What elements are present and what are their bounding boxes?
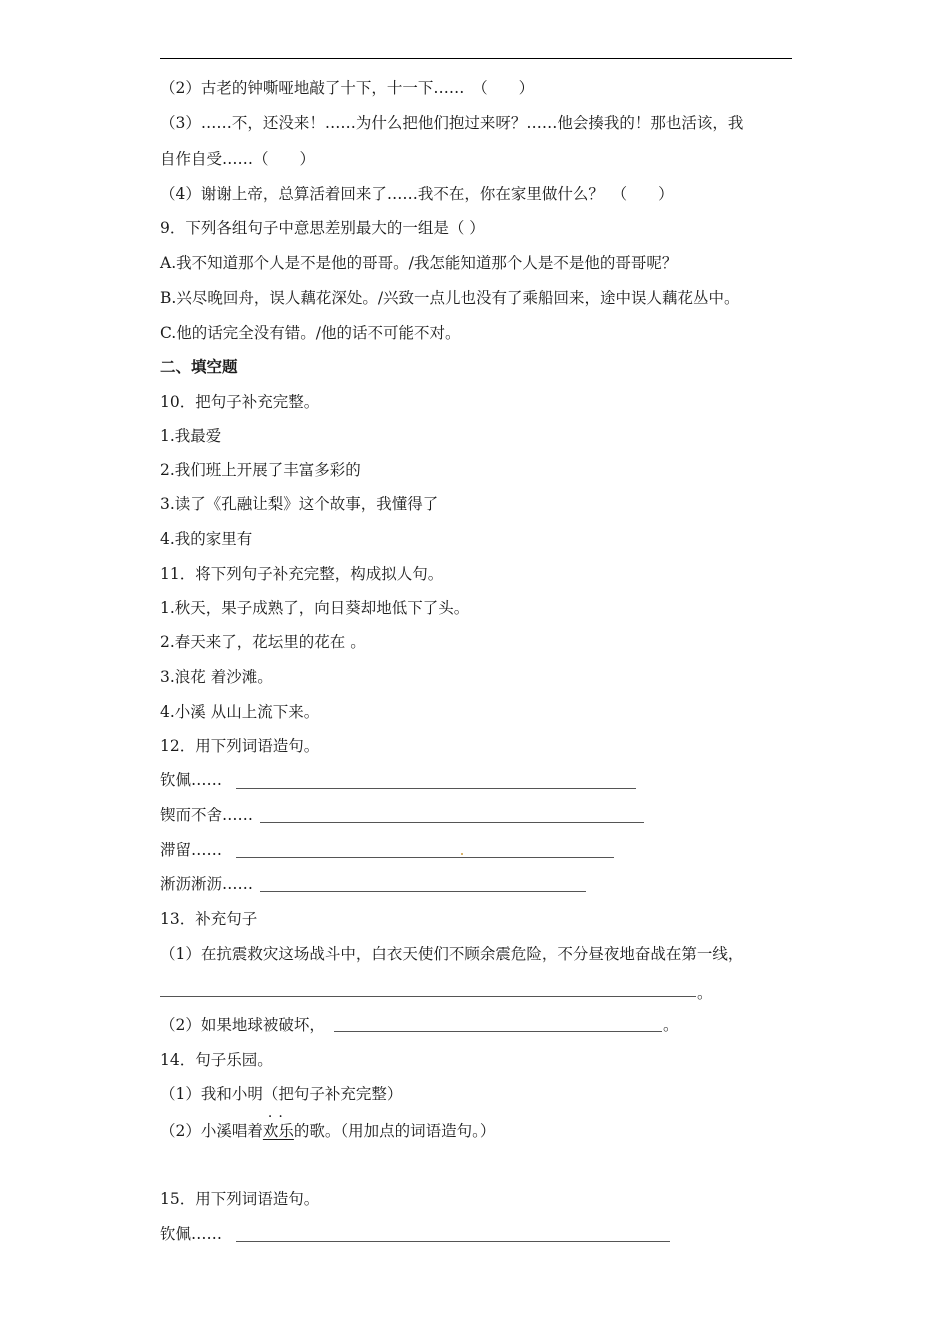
scan-speck xyxy=(461,853,463,855)
q13-item-1: （1）在抗震救灾这场战斗中，白衣天使们不顾余震危险，不分昼夜地奋战在第一线， xyxy=(160,945,744,963)
answer-line[interactable] xyxy=(236,788,636,789)
answer-line[interactable] xyxy=(236,857,614,858)
q14-item-2-suffix: 的歌。（用加点的词语造句。） xyxy=(293,1122,496,1140)
q8-item-3: （3）……不，还没来！……为什么把他们抱过来呀？……他会揍我的！那也活该，我 xyxy=(160,114,744,132)
q10-item-2: 2.我们班上开展了丰富多彩的 xyxy=(160,461,361,479)
q8-item-3-cont: 自作自受……（ ） xyxy=(160,150,316,168)
q13-item-1-end: 。 xyxy=(697,984,713,1002)
q10-item-1: 1.我最爱 xyxy=(160,427,222,445)
q10-title: 10．把句子补充完整。 xyxy=(160,393,320,411)
q10-item-3: 3.读了《孔融让梨》这个故事，我懂得了 xyxy=(160,495,439,513)
q10-item-4: 4.我的家里有 xyxy=(160,530,253,548)
answer-line[interactable] xyxy=(334,1031,662,1032)
dotted-word xyxy=(262,1109,294,1141)
q9-option-a: A.我不知道那个人是不是他的哥哥。/我怎能知道那个人是不是他的哥哥呢？ xyxy=(160,254,678,272)
q8-item-2: （2）古老的钟嘶哑地敲了十下，十一下…… （ ） xyxy=(160,79,535,97)
q13-item-2-end: 。 xyxy=(663,1016,679,1034)
q14-item-2-prefix: （2）小溪唱着 xyxy=(160,1122,263,1140)
q13-title: 13．补充句子 xyxy=(160,910,258,928)
q15-title: 15．用下列词语造句。 xyxy=(160,1190,320,1208)
q15-word-1: 钦佩…… xyxy=(160,1225,223,1243)
q14-item-2 xyxy=(160,1109,496,1141)
emphasis-dots: ·· xyxy=(267,1109,289,1125)
q8-item-4: （4）谢谢上帝，总算活着回来了……我不在，你在家里做什么？ （ ） xyxy=(160,185,674,203)
q12-word-1: 钦佩…… xyxy=(160,771,223,789)
q11-item-1: 1.秋天，果子成熟了，向日葵却地低下了头。 xyxy=(160,599,470,617)
q9-title: 9．下列各组句子中意思差别最大的一组是（ ） xyxy=(160,219,485,237)
header-rule xyxy=(160,58,792,59)
q12-title: 12．用下列词语造句。 xyxy=(160,737,320,755)
q14-item-1: （1）我和小明（把句子补充完整） xyxy=(160,1085,403,1103)
q12-word-4: 淅沥淅沥…… xyxy=(160,875,254,893)
answer-line[interactable] xyxy=(236,1241,670,1242)
q11-title: 11．将下列句子补充完整，构成拟人句。 xyxy=(160,565,444,583)
q13-item-2: （2）如果地球被破坏， xyxy=(160,1016,325,1034)
q9-option-b: B.兴尽晚回舟，误人藕花深处。/兴致一点儿也没有了乘船回来，途中误人藕花丛中。 xyxy=(160,289,740,307)
q9-option-c: C.他的话完全没有错。/他的话不可能不对。 xyxy=(160,324,461,342)
answer-line[interactable] xyxy=(260,891,586,892)
q11-item-4: 4.小溪 从山上流下来。 xyxy=(160,703,320,721)
section-heading: 二、填空题 xyxy=(160,358,238,376)
q14-title: 14．句子乐园。 xyxy=(160,1051,273,1069)
q11-item-2: 2.春天来了，花坛里的花在 。 xyxy=(160,633,366,651)
q11-item-3: 3.浪花 着沙滩。 xyxy=(160,668,273,686)
answer-line[interactable] xyxy=(260,822,644,823)
q12-word-3: 滞留…… xyxy=(160,841,223,859)
q12-word-2: 锲而不舍…… xyxy=(160,806,254,824)
dotted-word-text: 欢乐 xyxy=(262,1122,294,1140)
answer-line[interactable] xyxy=(160,996,696,997)
